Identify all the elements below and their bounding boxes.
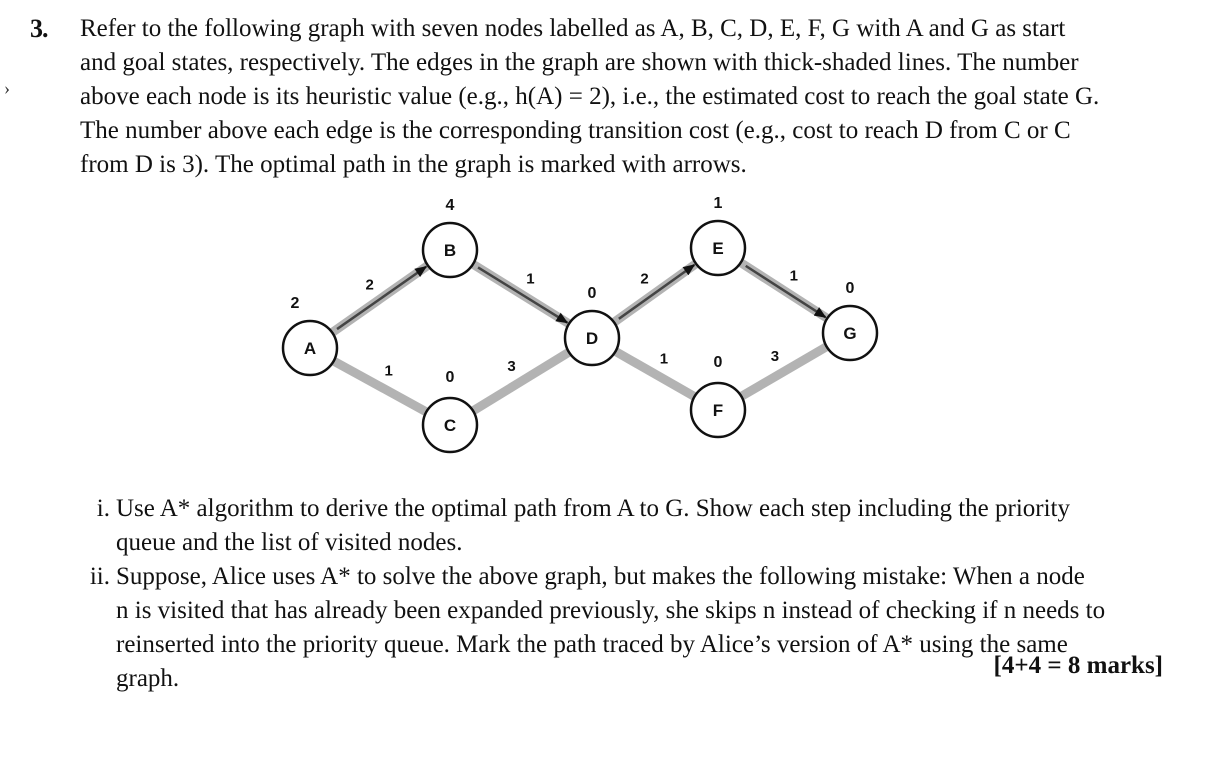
heuristic-label: 0: [445, 369, 455, 386]
sub-question-line: reinserted into the priority queue. Mark the path traced by Alice’s version of A* using the same: [116, 631, 1068, 658]
stem-line: above each node is its heuristic value (e.g., h(A) = 2), i.e., the estimated cost to reach the goal state G.: [80, 83, 1100, 110]
sub-question-number: i.: [96, 495, 110, 522]
edge-D-F: [615, 350, 694, 396]
edge-line: [615, 351, 694, 396]
stem-line: Refer to the following graph with seven nodes labelled as A, B, C, D, E, F, G with A and G as start: [80, 15, 1066, 42]
sub-question-line: queue and the list of visited nodes.: [116, 529, 463, 556]
node-F: [691, 354, 745, 437]
edge-cost-label: 3: [770, 347, 780, 365]
optimal-path-arrow: [478, 267, 567, 322]
edge-cost-label: 1: [789, 267, 798, 285]
edge-B-D: [473, 264, 569, 324]
edge-cost-label: 1: [384, 362, 393, 380]
nodes-layer: [283, 195, 877, 452]
node-label: F: [712, 401, 724, 420]
edge-cost-label: 1: [659, 350, 669, 368]
heuristic-label: 1: [713, 195, 723, 212]
edge-cost-label: 3: [507, 358, 516, 376]
node-label: D: [585, 329, 599, 348]
node-label: C: [443, 416, 457, 435]
margin-mark: ›: [4, 78, 10, 98]
node-label: B: [443, 241, 457, 260]
node-G: [823, 280, 877, 360]
edge-line: [741, 347, 826, 397]
edge-F-G: [741, 347, 826, 397]
edge-A-C: [334, 361, 427, 412]
edge-E-G: [741, 263, 828, 319]
optimal-path-arrow: [337, 267, 426, 329]
node-D: [565, 285, 619, 365]
sub-question-number: ii.: [89, 563, 110, 590]
edge-cost-label: 2: [640, 270, 649, 288]
edge-cost-label: 1: [526, 270, 535, 288]
node-C: [423, 369, 477, 452]
heuristic-label: 0: [713, 354, 723, 371]
edge-line: [334, 361, 427, 412]
marks-allocation: [4+4 = 8 marks]: [993, 652, 1163, 679]
stem-line: from D is 3). The optimal path in the graph is marked with arrows.: [80, 151, 747, 178]
heuristic-label: 4: [445, 197, 455, 214]
stem-line: The number above each edge is the corresponding transition cost (e.g., cost to reach D from C or C: [80, 117, 1071, 144]
node-label: G: [843, 324, 857, 343]
stem-line: and goal states, respectively. The edges in the graph are shown with thick-shaded lines. The number: [80, 49, 1079, 76]
edge-D-E: [614, 264, 696, 323]
sub-question-line: n is visited that has already been expanded previously, she skips n instead of checking if n needs to: [116, 597, 1106, 624]
heuristic-label: 0: [845, 280, 855, 297]
node-E: [691, 195, 745, 275]
optimal-path-arrow: [746, 266, 826, 317]
node-B: [423, 197, 477, 277]
sub-question-line: graph.: [116, 665, 180, 692]
node-A: [283, 295, 337, 375]
heuristic-label: 2: [290, 295, 300, 312]
edge-A-B: [332, 265, 428, 332]
heuristic-label: 0: [587, 285, 597, 302]
sub-question-i: [80, 492, 1180, 560]
edge-line: [473, 352, 569, 411]
question-number: 3.: [30, 14, 48, 43]
node-label: E: [712, 239, 724, 258]
sub-question-line: Use A* algorithm to derive the optimal path from A to G. Show each step including the priority: [116, 495, 1071, 522]
sub-question-line: Suppose, Alice uses A* to solve the above graph, but makes the following mistake: When a node: [116, 563, 1085, 590]
edge-C-D: [473, 352, 569, 411]
optimal-path-arrow: [619, 265, 695, 319]
edge-cost-label: 2: [365, 276, 374, 294]
node-label: A: [303, 339, 317, 358]
